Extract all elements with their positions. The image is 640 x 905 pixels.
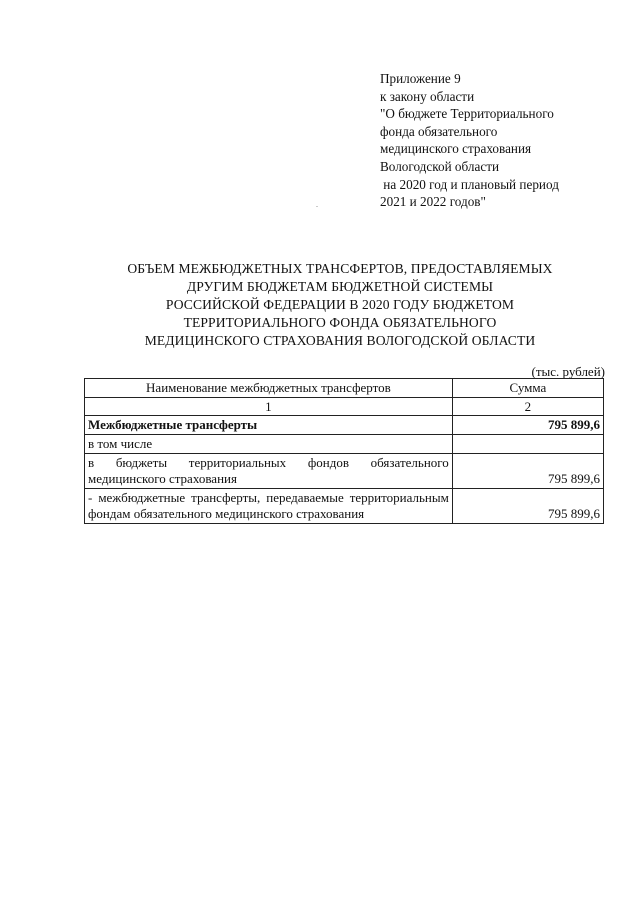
appendix-line: фонда обязательного [380,123,498,139]
table-row [85,435,604,454]
title-line: РОССИЙСКОЙ ФЕДЕРАЦИИ В 2020 ГОДУ БЮДЖЕТОМ [165,297,515,312]
title-line: ТЕРРИТОРИАЛЬНОГО ФОНДА ОБЯЗАТЕЛЬНОГО [183,315,497,330]
title-line: МЕДИЦИНСКОГО СТРАХОВАНИЯ ВОЛОГОДСКОЙ ОБЛАСТИ [144,333,536,348]
header-name: Наименование межбюджетных трансфертов [85,379,453,398]
appendix-line: Вологодской области [380,158,500,174]
transfers-table [84,378,604,524]
appendix-line: медицинского страхования [380,141,532,157]
row-name: Межбюджетные трансферты [85,416,453,435]
row-name: в бюджеты территориальных фондов обязательного медицинского страхования [85,454,453,489]
appendix-line: Приложение 9 [380,71,461,86]
column-number: 2 [452,398,603,416]
appendix-line: к закону области [380,88,475,104]
appendix-line: 2021 и 2022 годов" [380,194,486,210]
appendix-header [380,70,610,211]
table-row [85,489,604,524]
appendix-line: на 2020 год и плановый период [380,176,559,192]
units-label: (тыс. рублей) [531,364,605,379]
title-line: ДРУГИМ БЮДЖЕТАМ БЮДЖЕТНОЙ СИСТЕМЫ [186,279,494,294]
row-sum: 795 899,6 [452,454,603,489]
row-sum: 795 899,6 [452,489,603,524]
row-sum: 795 899,6 [452,416,603,435]
title-line: ОБЪЕМ МЕЖБЮДЖЕТНЫХ ТРАНСФЕРТОВ, ПРЕДОСТАВЛЯЕМЫХ [127,261,553,276]
header-sum: Сумма [452,379,603,398]
table-row [85,416,604,435]
document-title [60,260,620,350]
column-number: 1 [85,398,453,416]
row-name: в том числе [85,435,453,454]
appendix-line: "О бюджете Территориального [380,106,554,122]
row-sum [452,435,603,454]
row-name: - межбюджетные трансферты, передаваемые территориальным фондам обязательного медицинского страхования [85,489,453,524]
column-number-row [85,398,604,416]
table-row [85,454,604,489]
table-header-row [85,379,604,398]
scan-speck: . [316,200,318,209]
